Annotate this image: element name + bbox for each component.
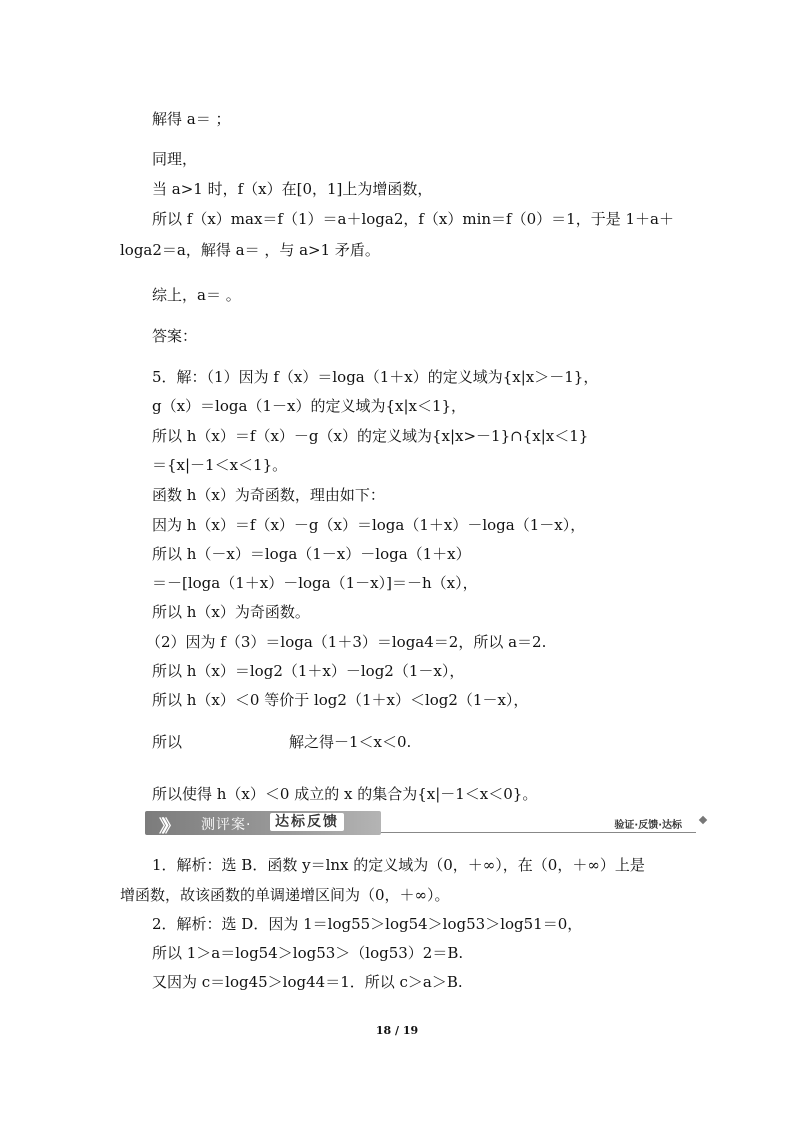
text-line: 又因为 c＝log45＞log44＝1．所以 c＞a＞B. — [152, 973, 463, 991]
chevron-right-icon: 》》 — [159, 817, 175, 837]
text-line: 解得 a＝ ； — [152, 110, 231, 128]
text-line: 当 a>1 时，f（x）在[0，1]上为增函数， — [152, 180, 433, 198]
banner-rule — [381, 832, 696, 833]
text-line: 函数 h（x）为奇函数，理由如下： — [152, 486, 385, 504]
text-line: 1．解析：选 B．函数 y＝lnx 的定义域为（0，＋∞），在（0，＋∞）上是 — [152, 856, 645, 874]
text-line: 所以 h（x）＝f（x）－g（x）的定义域为{x|x>－1}∩{x|x＜1} — [152, 427, 589, 445]
text-line: 增函数，故该函数的单调递增区间为（0，＋∞）。 — [120, 886, 450, 904]
diamond-icon — [699, 816, 707, 824]
text-line: 所以 f（x）max＝f（1）＝a＋loga2，f（x）min＝f（0）＝1，于是 1＋a＋ — [152, 210, 674, 228]
text-line: loga2＝a，解得 a＝ ，与 a>1 矛盾。 — [120, 241, 380, 259]
text-line: 5．解：（1）因为 f（x）＝loga（1＋x）的定义域为{x|x＞－1}， — [152, 368, 599, 386]
text-line: 答案： — [152, 327, 198, 345]
text-line: 所以 h（x）＜0 等价于 log2（1＋x）＜log2（1－x）， — [152, 691, 529, 709]
text-line: 所以 — [152, 733, 183, 751]
banner-right-label: 验证·反馈·达标 — [614, 820, 682, 831]
page-number: 18 / 19 — [375, 1024, 419, 1037]
text-line: 所以使得 h（x）＜0 成立的 x 的集合为{x|－1＜x＜0}。 — [152, 785, 538, 803]
text-line: 所以 h（－x）＝loga（1－x）－loga（1＋x） — [152, 545, 471, 563]
text-line: 同理， — [152, 150, 198, 168]
banner-title: 测评案· — [201, 817, 252, 833]
text-line: 所以 h（x）为奇函数。 — [152, 603, 310, 621]
text-line: ＝－[loga（1＋x）－loga（1－x）]＝－h（x）， — [152, 574, 478, 592]
text-line: 综上，a＝ 。 — [152, 286, 241, 304]
banner-box-label: 达标反馈 — [270, 813, 344, 831]
text-line: （2）因为 f（3）＝loga（1＋3）＝loga4＝2，所以 a＝2. — [146, 633, 547, 651]
text-line: g（x）＝loga（1－x）的定义域为{x|x＜1}， — [152, 397, 467, 415]
text-line: 解之得－1＜x＜0. — [289, 733, 412, 751]
banner-bar — [145, 811, 381, 835]
text-line: 所以 1＞a＝log54＞log53＞（log53）2＝B. — [152, 944, 464, 962]
text-line: ＝{x|－1＜x＜1}。 — [152, 456, 288, 474]
text-line: 因为 h（x）＝f（x）－g（x）＝loga（1＋x）－loga（1－x）， — [152, 516, 586, 534]
text-line: 所以 h（x）＝log2（1＋x）－log2（1－x）， — [152, 662, 465, 680]
text-line: 2．解析：选 D．因为 1＝log55＞log54＞log53＞log51＝0， — [152, 915, 583, 933]
section-banner — [145, 811, 708, 837]
